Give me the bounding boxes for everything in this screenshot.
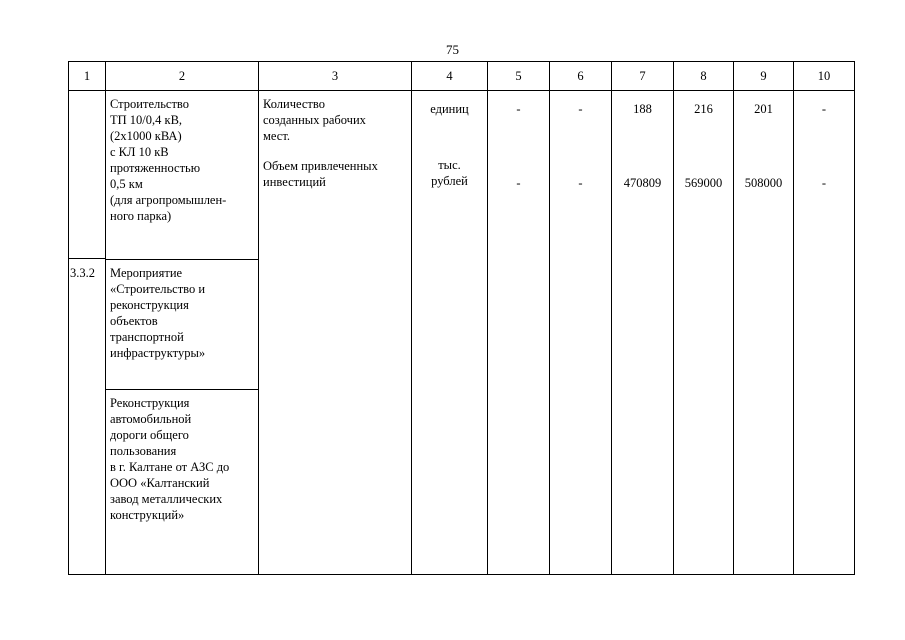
header-cell: 7 [612, 62, 674, 91]
row-divider-left [68, 258, 106, 259]
col10-cell [794, 91, 855, 575]
page-number: 75 [446, 42, 459, 57]
indicator-cell [259, 91, 412, 575]
indicator-investments: Объем привлеченных инвестиций [263, 159, 378, 189]
value-col5-investments: - [516, 176, 521, 190]
header-cell: 8 [674, 62, 734, 91]
unit-investments: тыс. рублей [431, 158, 468, 188]
col9-cell [734, 91, 794, 575]
event-name-cell [106, 390, 259, 575]
event-name: Строительство ТП 10/0,4 кВ, (2х1000 кВА) с КЛ 10 кВ протяженностью 0,5 км (для агропромышлен- ного парка) [110, 97, 227, 223]
header-cell: 2 [106, 62, 259, 91]
event-name: Реконструкция автомобильной дороги общего пользования в г. Калтане от АЗС до ООО «Калтанский завод металлических конструкций» [110, 396, 230, 522]
indicator-jobs: Количество созданных рабочих мест. [263, 97, 366, 143]
value-col9-jobs: 201 [754, 102, 773, 116]
col7-cell [612, 91, 674, 575]
value-col8-investments: 569000 [684, 176, 723, 190]
col5-cell [488, 91, 550, 575]
event-name: Мероприятие «Строительство и реконструкция объектов транспортной инфраструктуры» [110, 266, 206, 360]
value-col6-investments: - [578, 176, 583, 190]
value-col6-jobs: - [578, 102, 583, 116]
table-header-row [69, 62, 855, 91]
col6-cell [550, 91, 612, 575]
header-cell: 3 [259, 62, 412, 91]
header-cell: 1 [69, 62, 106, 91]
value-col8-jobs: 216 [694, 102, 713, 116]
header-cell: 4 [412, 62, 488, 91]
value-col9-investments: 508000 [744, 176, 783, 190]
value-col5-jobs: - [516, 102, 521, 116]
data-table [68, 61, 855, 575]
unit-cell [412, 91, 488, 575]
table-row [69, 91, 855, 260]
event-name-cell [106, 91, 259, 260]
value-col10-jobs: - [821, 102, 827, 116]
row-number-3-3-2: 3.3.2 [70, 266, 95, 280]
row-number-cell [69, 91, 106, 575]
value-col10-investments: - [821, 176, 827, 190]
value-col7-jobs: 188 [633, 102, 652, 116]
header-cell: 10 [794, 62, 855, 91]
header-cell: 9 [734, 62, 794, 91]
header-cell: 5 [488, 62, 550, 91]
value-col7-investments: 470809 [623, 176, 662, 190]
event-name-cell [106, 260, 259, 390]
col8-cell [674, 91, 734, 575]
unit-jobs: единиц [430, 102, 469, 116]
header-cell: 6 [550, 62, 612, 91]
